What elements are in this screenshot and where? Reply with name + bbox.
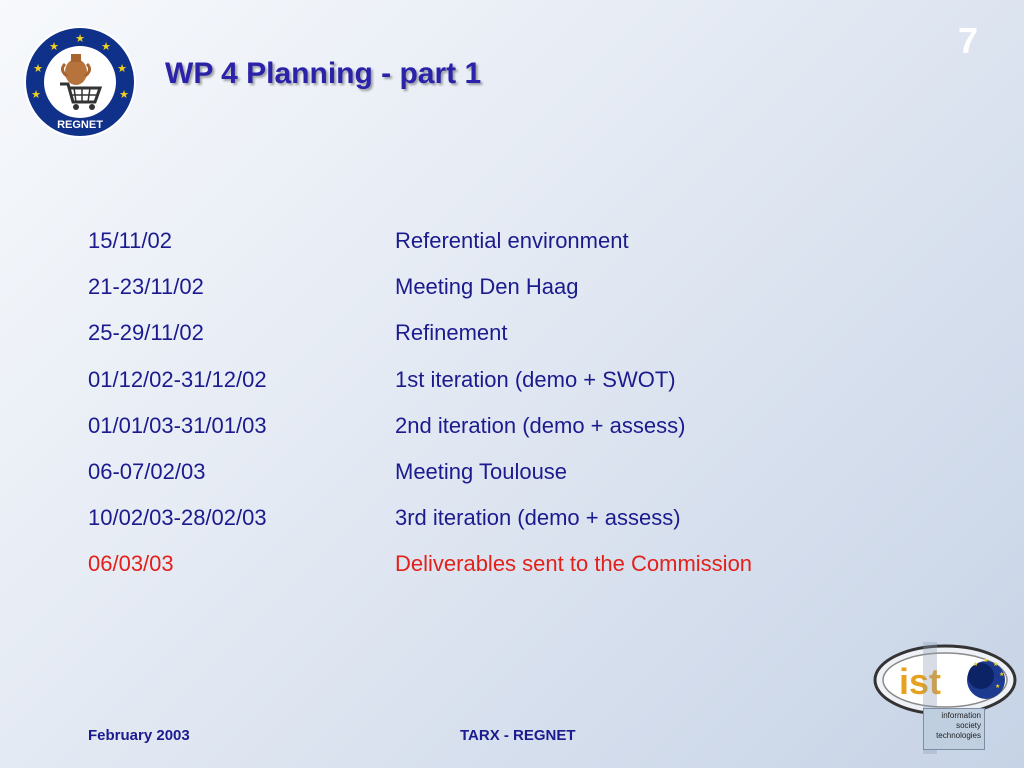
- footer-date: February 2003: [88, 727, 190, 744]
- svg-text:★: ★: [75, 33, 85, 45]
- schedule-row: [88, 310, 948, 356]
- schedule-event: Meeting Toulouse: [395, 459, 568, 485]
- schedule-event: Deliverables sent to the Commission: [395, 551, 753, 577]
- schedule-row: [88, 357, 948, 403]
- page-number: 7: [957, 20, 978, 61]
- schedule-row-highlighted: [88, 541, 948, 587]
- svg-text:★: ★: [49, 41, 59, 53]
- schedule-event: Meeting Den Haag: [395, 274, 579, 300]
- schedule-event: Referential environment: [395, 228, 629, 254]
- ist-caption: information society technologies: [923, 708, 985, 750]
- page-title: WP 4 Planning - part 1: [165, 57, 482, 90]
- schedule-row: [88, 218, 948, 264]
- footer-title: TARX - REGNET: [460, 727, 576, 744]
- schedule-date: 10/02/03-28/02/03: [88, 505, 267, 531]
- regnet-logo: [24, 26, 136, 138]
- schedule-event: 3rd iteration (demo + assess): [395, 505, 681, 531]
- schedule-event: 2nd iteration (demo + assess): [395, 412, 686, 438]
- svg-text:★: ★: [993, 662, 999, 668]
- svg-text:REGNET: REGNET: [57, 119, 103, 131]
- schedule-date: 21-23/11/02: [88, 274, 204, 300]
- schedule-table: [88, 218, 948, 588]
- schedule-date: 06/03/03: [88, 551, 174, 577]
- schedule-date: 25-29/11/02: [88, 320, 204, 346]
- schedule-date: 01/01/03-31/01/03: [88, 412, 267, 438]
- svg-text:★: ★: [973, 662, 979, 668]
- schedule-row: [88, 264, 948, 310]
- svg-text:★: ★: [999, 672, 1005, 678]
- svg-text:★: ★: [119, 89, 129, 101]
- schedule-date: 06-07/02/03: [88, 459, 206, 485]
- svg-text:★: ★: [31, 89, 41, 101]
- schedule-event: 1st iteration (demo + SWOT): [395, 366, 676, 392]
- svg-text:★: ★: [33, 63, 43, 75]
- svg-text:★: ★: [995, 684, 1001, 690]
- schedule-date: 15/11/02: [88, 228, 173, 254]
- schedule-row: [88, 449, 948, 495]
- svg-text:★: ★: [983, 658, 989, 664]
- svg-text:★: ★: [101, 41, 111, 53]
- svg-text:ist: ist: [899, 661, 942, 702]
- schedule-row: [88, 495, 948, 541]
- schedule-event: Refinement: [395, 320, 508, 346]
- schedule-date: 01/12/02-31/12/02: [88, 366, 267, 392]
- svg-text:★: ★: [117, 63, 127, 75]
- schedule-row: [88, 403, 948, 449]
